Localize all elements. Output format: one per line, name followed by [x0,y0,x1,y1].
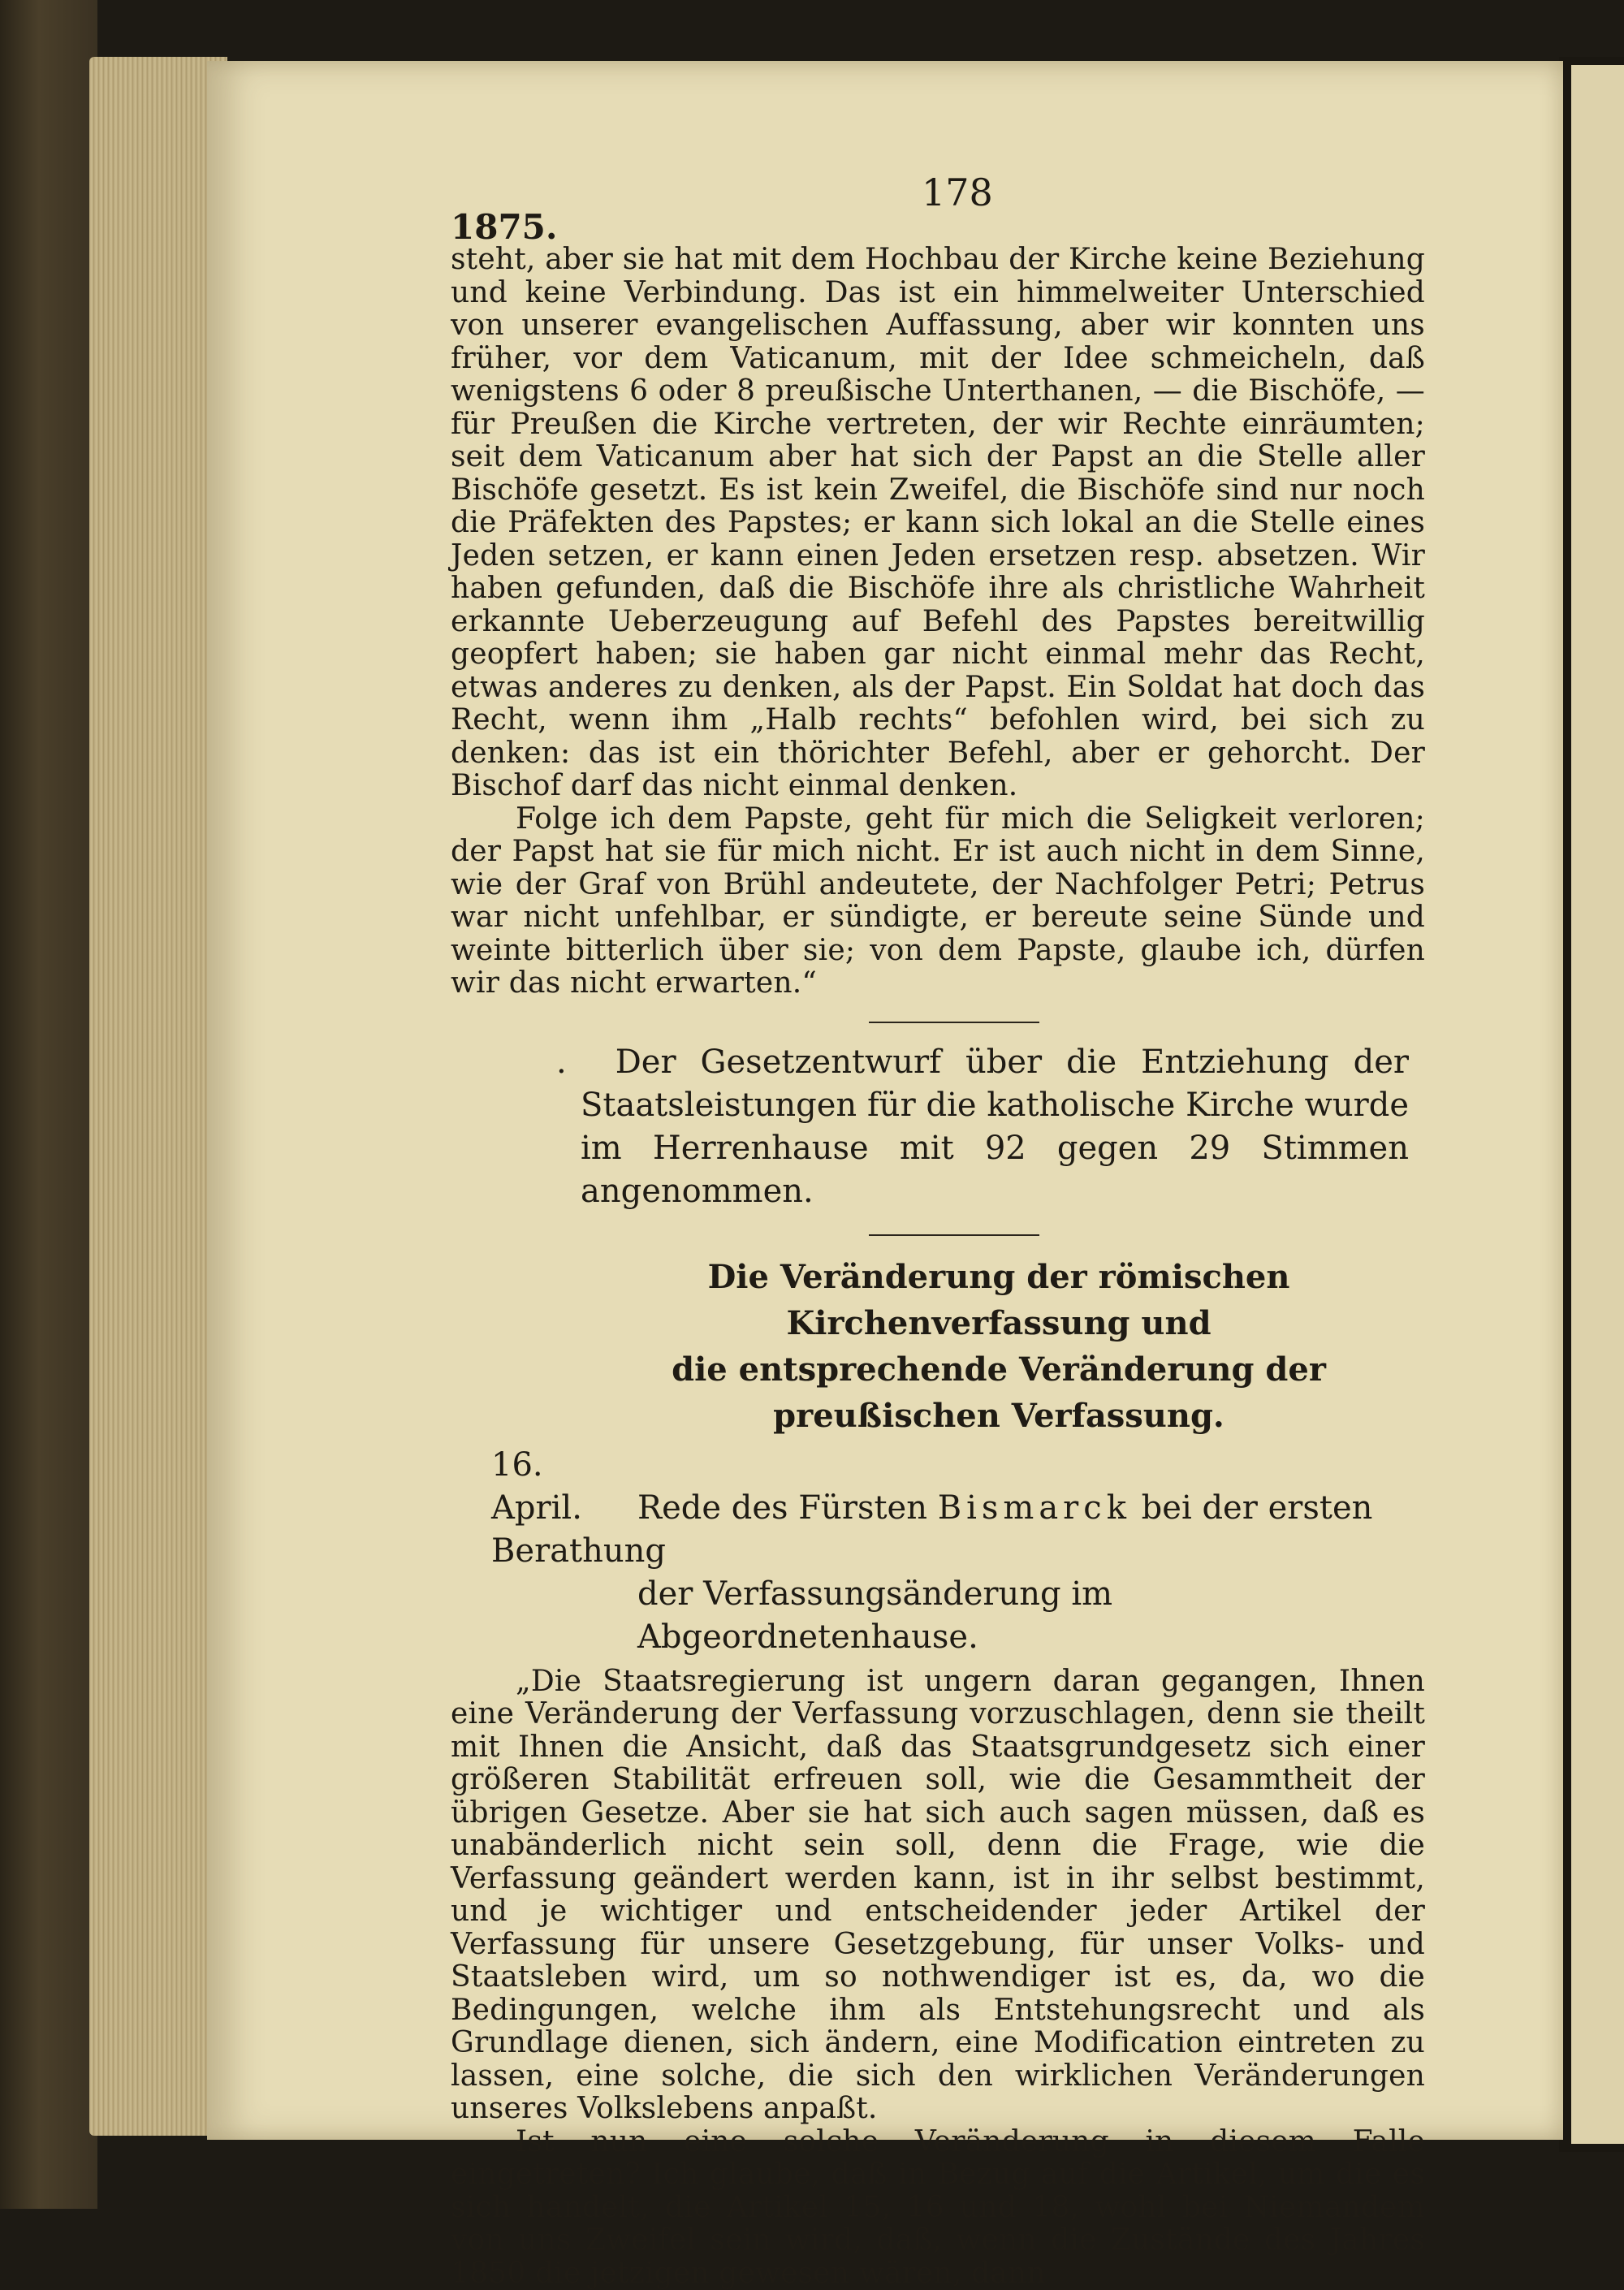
paragraph: steht, aber sie hat mit dem Hochbau der Kirche keine Beziehung und keine Verbindung. Das ist ein himmelweiter Unterschied von unserer evangelischen Auffassung, aber wir konnten uns früher, vor dem Vaticanum, mit der Idee schmeicheln, daß wenigstens 6 oder 8 preußische Unterthanen, — die Bischöfe, — für Preußen die Kirche vertreten, der wir Rechte einräumten; seit dem Vaticanum aber hat sich der Papst an die Stelle aller Bischöfe gesetzt. Es ist kein Zweifel, die Bischöfe sind nur noch die Präfekten des Papstes; er kann sich lokal an die Stelle eines Jeden setzen, er kann einen Jeden ersetzen resp. absetzen. Wir haben gefunden, daß die Bischöfe ihre als christliche Wahrheit erkannte Ueberzeugung auf Befehl des Papstes bereitwillig geopfert haben; sie haben gar nicht einmal mehr das Recht, etwas anderes zu denken, als der Papst. Ein Soldat hat doch das Recht, wenn ihm „Halb rechts“ befohlen wird, bei sich zu denken: das ist ein thörichter Befehl, aber er gehorcht. Der Bischof darf das nicht einmal denken. [451,244,1425,803]
page-number: 178 [922,171,993,214]
section-heading-line: Die Veränderung der römischen Kirchenverfassung und [572,1254,1425,1346]
speech-title-post: bei der ersten Berathung [491,1489,1372,1570]
speech-date: 16. April. [491,1444,637,1530]
section-divider [869,1234,1039,1236]
speech-reference [491,1444,1425,1659]
next-page-sliver [1571,65,1624,2144]
paragraph: „Die Staatsregierung ist ungern daran gegangen, Ihnen eine Veränderung der Verfassung vorzuschlagen, denn sie theilt mit Ihnen die Ansicht, daß das Staatsgrundgesetz sich einer größeren Stabilität erfreuen soll, wie die Gesammtheit der übrigen Gesetze. Aber sie hat sich auch sagen müssen, daß es unabänderlich nicht sein soll, denn die Frage, wie die Verfassung geändert werden kann, ist in ihr selbst bestimmt, und je wichtiger und entscheidender jeder Artikel der Verfassung für unsere Gesetzgebung, für unser Volks- und Staatsleben wird, um so nothwendiger ist es, da, wo die Bedingungen, welche ihm als Entstehungsrecht und als Grundlage dienen, sich ändern, eine Modification eintreten zu lassen, eine solche, die sich den wirklichen Veränderungen unseres Volkslebens anpaßt. [451,1666,1425,2126]
running-year: 1875. [451,207,558,247]
page-header [451,154,1425,244]
notice-text: Der Gesetzentwurf über die Entziehung der Staatsleistungen für die katholische Kirche wurde im Herrenhause mit 92 gegen 29 Stimmen angenommen. [581,1043,1409,1210]
speech-title-pre: Rede des Fürsten [637,1489,938,1527]
paragraph: Folge ich dem Papste, geht für mich die Seligkeit verloren; der Papst hat sie für mich nicht. Er ist auch nicht in dem Sinne, wie der Graf von Brühl andeutete, der Nachfolger Petri; Petrus war nicht unfehlbar, er sündigte, er bereute seine Sünde und weinte bitterlich über sie; von dem Papste, glaube ich, dürfen wir das nicht erwarten.“ [451,803,1425,1000]
book-cover [0,0,97,2209]
notice-bullet: . [556,1043,567,1081]
notice-paragraph [581,1041,1409,1213]
speech-title-line2: der Verfassungsänderung im Abgeordnetenhause. [491,1573,1425,1659]
section-divider [869,1022,1039,1023]
paragraph: Ist nun eine solche Veränderung in diesem Falle eingetreten? Ich glaube, daß in Bezug auf die Artikel, um die es sich handelt, die Artikel 15, 16 und 18, wohl bei Niemandem von uns Zweifel sein wird, daß, wenn die Zustände des Jahres 1850 die jetzigen gewesen wären, dann [451,2126,1425,2290]
page-content [451,154,1425,2290]
section-heading [572,1254,1425,1439]
section-heading-line: die entsprechende Veränderung der preußischen Verfassung. [572,1346,1425,1439]
speaker-name: Bismarck [938,1489,1131,1527]
